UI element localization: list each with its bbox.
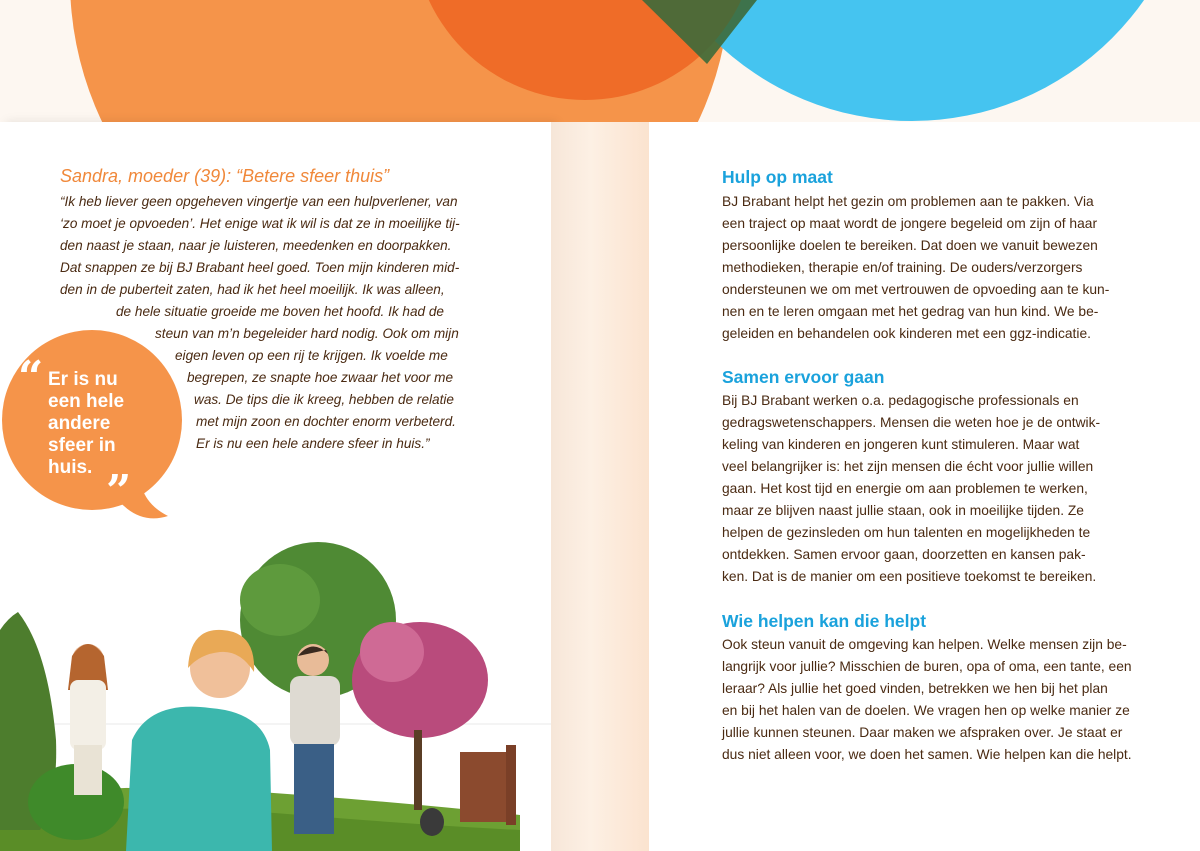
quote-line: eigen leven op een rij te krijgen. Ik voelde me bbox=[175, 348, 448, 363]
quote-line: was. De tips die ik kreeg, hebben de relatie bbox=[194, 392, 454, 407]
family-garden-illustration bbox=[0, 540, 551, 851]
woman-body bbox=[126, 707, 272, 851]
body-line: geleiden en behandelen ook kinderen met een ggz-indicatie. bbox=[722, 326, 1091, 341]
bubble-line: andere bbox=[48, 413, 111, 434]
body-line: nen en te leren omgaan met het gedrag van hun kind. We be- bbox=[722, 304, 1099, 319]
quote-line: steun van m’n begeleider hard nodig. Ook om mijn bbox=[155, 326, 459, 341]
body-line: Ook steun vanuit de omgeving kan helpen. Welke mensen zijn be- bbox=[722, 637, 1127, 652]
quote-line: Er is nu een hele andere sfeer in huis.” bbox=[196, 436, 430, 451]
quote-line: den naast je staan, naar je luisteren, meedenken en doorpakken. bbox=[60, 238, 452, 253]
boy-body bbox=[290, 676, 340, 746]
quote-line: begrepen, ze snapte hoe zwaar het voor me bbox=[187, 370, 454, 385]
section-title-hulp-op-maat: Hulp op maat bbox=[722, 167, 833, 187]
section-title-wie-helpen-kan: Wie helpen kan die helpt bbox=[722, 611, 927, 631]
body-line: maar ze blijven naast jullie staan, ook in moeilijke tijden. Ze bbox=[722, 503, 1084, 518]
body-line: ondersteunen we om met vertrouwen de opvoeding aan te kun- bbox=[722, 282, 1110, 297]
body-line: BJ Brabant helpt het gezin om problemen aan te pakken. Via bbox=[722, 194, 1094, 209]
quote-line: “Ik heb liever geen opgeheven vingertje van een hulpverlener, van bbox=[60, 194, 458, 209]
bubble-line: huis. bbox=[48, 457, 93, 478]
open-quote-icon: “ bbox=[18, 352, 44, 403]
body-line: persoonlijke doelen te bereiken. Dat doen we vanuit bewezen bbox=[722, 238, 1098, 253]
body-line: gaan. Het kost tijd en energie om aan problemen te werken, bbox=[722, 481, 1088, 496]
brick-wall bbox=[460, 752, 512, 822]
quote-line: Dat snappen ze bij BJ Brabant heel goed. Toen mijn kinderen mid- bbox=[60, 260, 460, 275]
bubble-line: een hele bbox=[48, 391, 125, 412]
bubble-line: Er is nu bbox=[48, 369, 118, 390]
close-quote-icon: ” bbox=[106, 466, 132, 517]
body-line: en bij het halen van de doelen. We vragen hen op welke manier ze bbox=[722, 703, 1130, 718]
hen bbox=[420, 808, 444, 836]
section-title-samen-ervoor-gaan: Samen ervoor gaan bbox=[722, 367, 885, 387]
body-line: methodieken, therapie en/of training. De ouders/verzorgers bbox=[722, 260, 1083, 275]
body-line: gedragswetenschappers. Mensen die weten hoe je de ontwik- bbox=[722, 415, 1101, 430]
body-line: helpen de gezinsleden om hun talenten en mogelijkheden te bbox=[722, 525, 1091, 540]
body-line: een traject op maat wordt de jongere begeleid om zijn of haar bbox=[722, 216, 1098, 231]
quote-line: den in de puberteit zaten, had ik het heel moeilijk. Ik was alleen, bbox=[60, 282, 445, 297]
quote-line: met mijn zoon en dochter enorm verbeterd. bbox=[196, 414, 456, 429]
bubble-line: sfeer in bbox=[48, 435, 116, 456]
page-gutter bbox=[551, 122, 649, 851]
quote-line: ‘zo moet je opvoeden’. Het enige wat ik wil is dat ze in moeilijke tij- bbox=[60, 216, 460, 231]
girl-body bbox=[70, 680, 106, 750]
body-line: keling van kinderen en jongeren kunt stimuleren. Maar wat bbox=[722, 437, 1080, 452]
body-line: ken. Dat is de manier om een positieve toekomst te bereiken. bbox=[722, 569, 1097, 584]
bubble-text bbox=[48, 369, 158, 479]
body-line: ontdekken. Samen ervoor gaan, doorzetten en kansen pak- bbox=[722, 547, 1086, 562]
body-line: jullie kunnen steunen. Daar maken we afspraken over. Je staat er bbox=[722, 725, 1123, 740]
body-line: langrijk voor jullie? Misschien de buren, opa of oma, een tante, een bbox=[722, 659, 1132, 674]
body-line: Bij BJ Brabant werken o.a. pedagogische professionals en bbox=[722, 393, 1079, 408]
quote-heading: Sandra, moeder (39): “Betere sfeer thuis” bbox=[60, 166, 390, 186]
body-line: dus niet alleen voor, we doen het samen. Wie helpen kan die helpt. bbox=[722, 747, 1132, 762]
body-line: veel belangrijker is: het zijn mensen die écht voor jullie willen bbox=[722, 459, 1094, 474]
quote-line: de hele situatie groeide me boven het hoofd. Ik had de bbox=[116, 304, 444, 319]
body-line: leraar? Als jullie het goed vinden, betrekken we hen bij het plan bbox=[722, 681, 1108, 696]
